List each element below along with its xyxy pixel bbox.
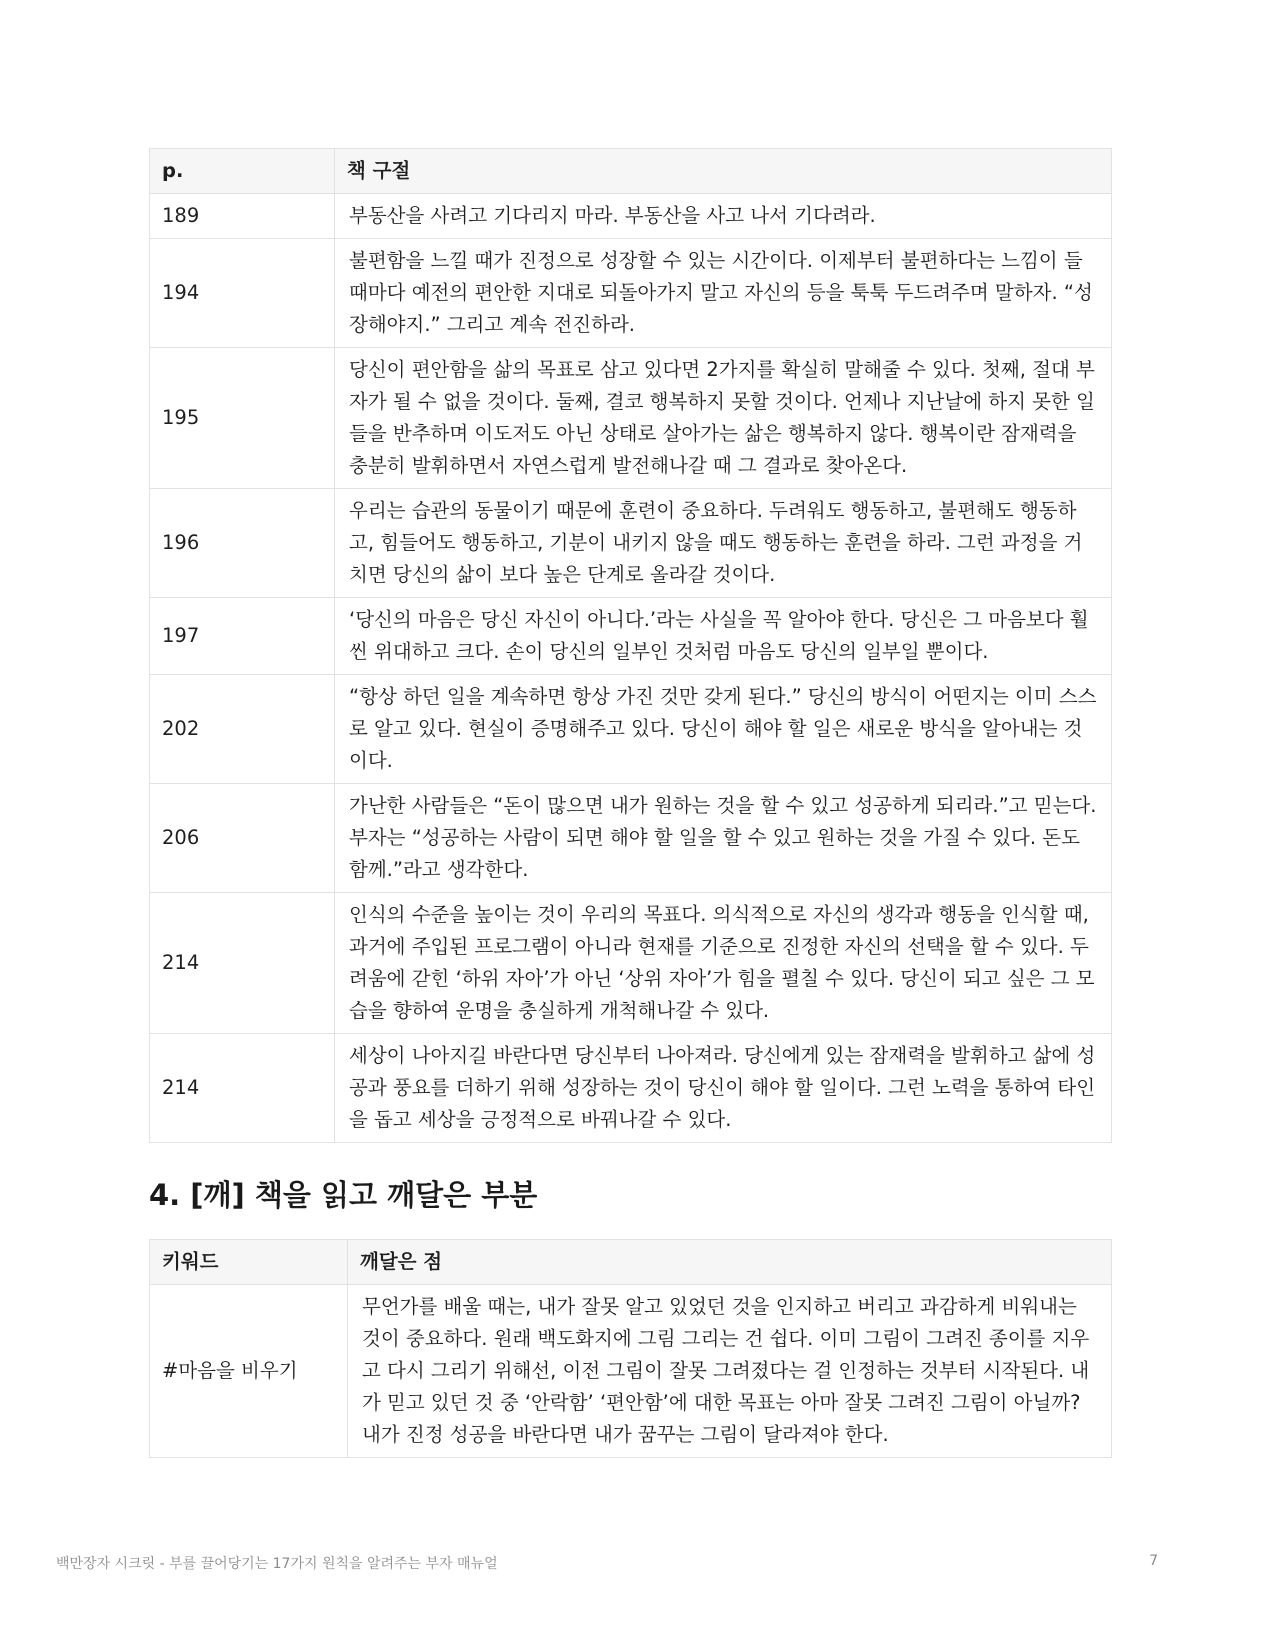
section-heading: 4. [깨] 책을 읽고 깨달은 부분 [149, 1178, 538, 1212]
quote-text: 인식의 수준을 높이는 것이 우리의 목표다. 의식적으로 자신의 생각과 행동을 인식할 때, 과거에 주입된 프로그램이 아니라 현재를 기준으로 진정한 자신의 선택을 할 수 있다. 두려움에 갇힌 ‘하위 자아’가 아닌 ‘상위 자아’가 힘을 펼칠 수 있다. 당신이 되고 싶은 그 모습을 향하여 운명을 충실하게 개척해나갈 수 있다. [335, 893, 1112, 1034]
page-number: 194 [150, 239, 335, 348]
table-row [150, 1034, 1112, 1143]
table-row [150, 489, 1112, 598]
quote-text: 불편함을 느낄 때가 진정으로 성장할 수 있는 시간이다. 이제부터 불편하다는 느낌이 들 때마다 예전의 편안한 지대로 되돌아가지 말고 자신의 등을 툭툭 두드려주며 말하자. “성장해야지.” 그리고 계속 전진하라. [335, 239, 1112, 348]
table-row [150, 348, 1112, 489]
page-number-footer: 7 [1149, 1553, 1158, 1569]
table-row [150, 784, 1112, 893]
quote-text: 가난한 사람들은 “돈이 많으면 내가 원하는 것을 할 수 있고 성공하게 되리라.”고 믿는다. 부자는 “성공하는 사람이 되면 해야 할 일을 할 수 있고 원하는 것을 가질 수 있다. 돈도 함께.”라고 생각한다. [335, 784, 1112, 893]
page-number: 214 [150, 893, 335, 1034]
table-row [150, 1285, 1112, 1458]
header-insight: 깨달은 점 [348, 1240, 1112, 1285]
table-header-row [150, 149, 1112, 194]
table-row [150, 598, 1112, 675]
quote-text: 우리는 습관의 동물이기 때문에 훈련이 중요하다. 두려워도 행동하고, 불편해도 행동하고, 힘들어도 행동하고, 기분이 내키지 않을 때도 행동하는 훈련을 하라. 그런 과정을 거치면 당신의 삶이 보다 높은 단계로 올라갈 것이다. [335, 489, 1112, 598]
quotes-table [149, 148, 1112, 1143]
header-page: p. [150, 149, 335, 194]
header-quote: 책 구절 [335, 149, 1112, 194]
page-number: 195 [150, 348, 335, 489]
table-row [150, 893, 1112, 1034]
quote-text: ‘당신의 마음은 당신 자신이 아니다.’라는 사실을 꼭 알아야 한다. 당신은 그 마음보다 훨씬 위대하고 크다. 손이 당신의 일부인 것처럼 마음도 당신의 일부일 뿐이다. [335, 598, 1112, 675]
page-number: 214 [150, 1034, 335, 1143]
page-number: 189 [150, 194, 335, 239]
quote-text: 당신이 편안함을 삶의 목표로 삼고 있다면 2가지를 확실히 말해줄 수 있다. 첫째, 절대 부자가 될 수 없을 것이다. 둘째, 결코 행복하지 못할 것이다. 언제나 지난날에 하지 못한 일들을 반추하며 이도저도 아닌 상태로 살아가는 삶은 행복하지 않다. 행복이란 잠재력을 충분히 발휘하면서 자연스럽게 발전해나갈 때 그 결과로 찾아온다. [335, 348, 1112, 489]
table-header-row [150, 1240, 1112, 1285]
insight-text: 무언가를 배울 때는, 내가 잘못 알고 있었던 것을 인지하고 버리고 과감하게 비워내는 것이 중요하다. 원래 백도화지에 그림 그리는 건 쉽다. 이미 그림이 그려진 종이를 지우고 다시 그리기 위해선, 이전 그림이 잘못 그려졌다는 걸 인정하는 것부터 시작된다. 내가 믿고 있던 것 중 ‘안락함’ ‘편안함’에 대한 목표는 아마 잘못 그려진 그림이 아닐까? 내가 진정 성공을 바란다면 내가 꿈꾸는 그림이 달라져야 한다. [348, 1285, 1112, 1458]
quote-text: 부동산을 사려고 기다리지 마라. 부동산을 사고 나서 기다려라. [335, 194, 1112, 239]
page-number: 197 [150, 598, 335, 675]
table-row [150, 239, 1112, 348]
page-number: 202 [150, 675, 335, 784]
table-row [150, 194, 1112, 239]
keyword: #마음을 비우기 [150, 1285, 348, 1458]
header-keyword: 키워드 [150, 1240, 348, 1285]
insights-table [149, 1239, 1112, 1458]
page-number: 206 [150, 784, 335, 893]
quote-text: 세상이 나아지길 바란다면 당신부터 나아져라. 당신에게 있는 잠재력을 발휘하고 삶에 성공과 풍요를 더하기 위해 성장하는 것이 당신이 해야 할 일이다. 그런 노력을 통하여 타인을 돕고 세상을 긍정적으로 바꿔나갈 수 있다. [335, 1034, 1112, 1143]
page-number: 196 [150, 489, 335, 598]
footer-title: 백만장자 시크릿 - 부를 끌어당기는 17가지 원칙을 알려주는 부자 매뉴얼 [56, 1556, 498, 1572]
quote-text: “항상 하던 일을 계속하면 항상 가진 것만 갖게 된다.” 당신의 방식이 어떤지는 이미 스스로 알고 있다. 현실이 증명해주고 있다. 당신이 해야 할 일은 새로운 방식을 알아내는 것이다. [335, 675, 1112, 784]
table-row [150, 675, 1112, 784]
